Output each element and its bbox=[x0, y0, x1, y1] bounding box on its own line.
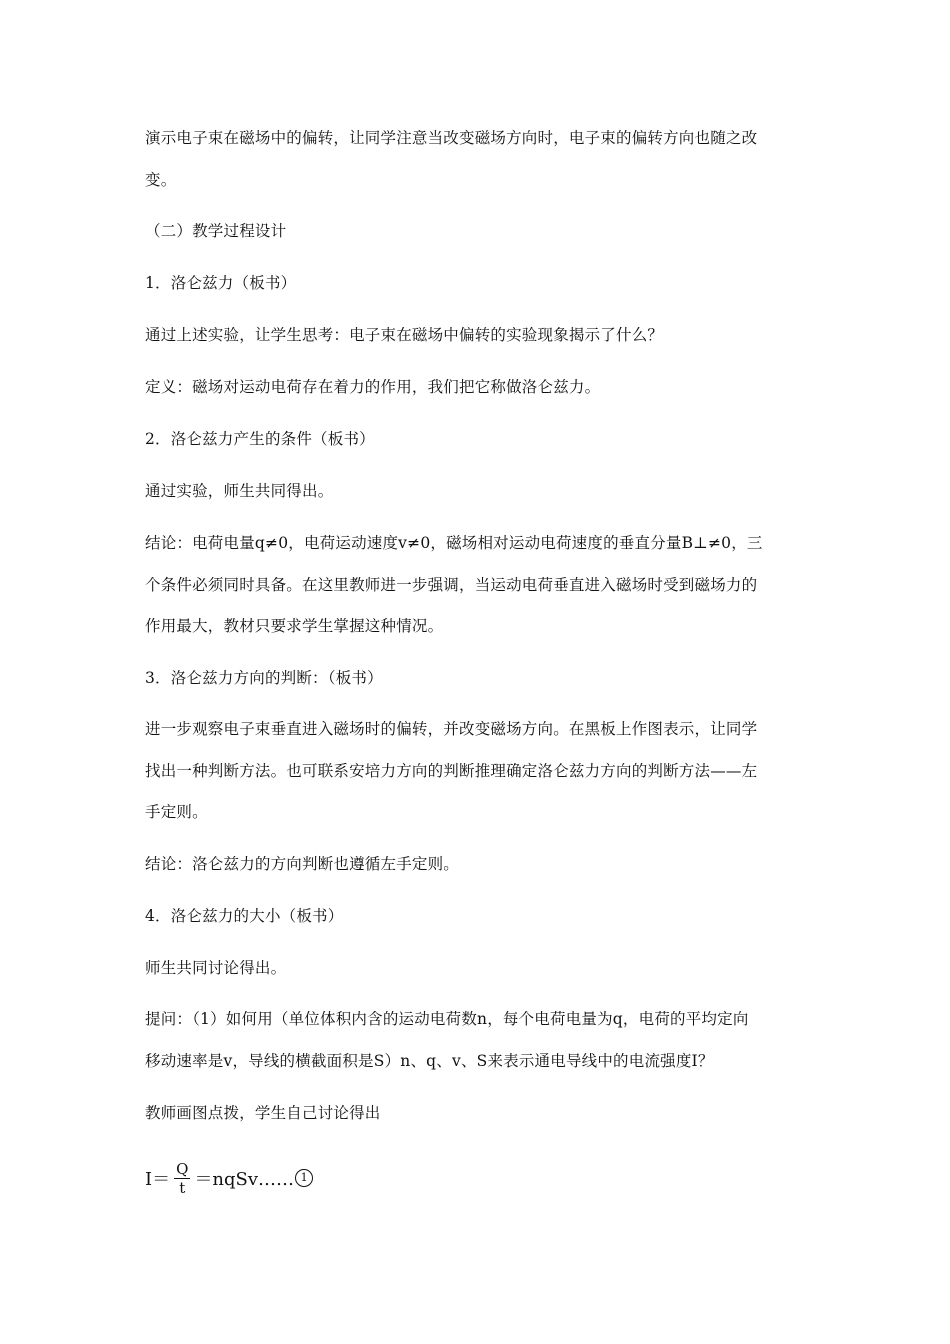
formula-rhs: ＝nqSv…… bbox=[194, 1169, 295, 1190]
paragraph-line: 进一步观察电子束垂直进入磁场时的偏转，并改变磁场方向。在黑板上作图表示，让同学 bbox=[145, 720, 758, 738]
section-heading: （二）教学过程设计 bbox=[145, 222, 287, 240]
paragraph-line: 变。 bbox=[145, 171, 177, 189]
subsection-heading: 3．洛仑兹力方向的判断：（板书） bbox=[145, 669, 383, 687]
paragraph-line: 结论：电荷电量q≠0，电荷运动速度v≠0，磁场相对运动电荷速度的垂直分量B⊥≠0，三 bbox=[145, 534, 763, 552]
paragraph-line: 通过实验，师生共同得出。 bbox=[145, 482, 334, 500]
subsection-heading: 1．洛仑兹力（板书） bbox=[145, 274, 297, 292]
paragraph-line: 找出一种判断方法。也可联系安培力方向的判断推理确定洛仑兹力方向的判断方法——左 bbox=[145, 762, 758, 780]
subsection-heading: 2．洛仑兹力产生的条件（板书） bbox=[145, 430, 375, 448]
fraction-denominator: t bbox=[179, 1178, 186, 1197]
paragraph-line: 移动速率是v，导线的横截面积是S）n、q、v、S来表示通电导线中的电流强度I？ bbox=[145, 1052, 714, 1070]
paragraph-line: 结论：洛仑兹力的方向判断也遵循左手定则。 bbox=[145, 855, 460, 873]
paragraph-line: 师生共同讨论得出。 bbox=[145, 959, 287, 977]
paragraph-line: 提问：（1）如何用（单位体积内含的运动电荷数n，每个电荷电量为q，电荷的平均定向 bbox=[145, 1010, 749, 1028]
formula-lhs: I＝ bbox=[145, 1169, 171, 1190]
paragraph-line: 作用最大，教材只要求学生掌握这种情况。 bbox=[145, 617, 444, 635]
formula-fraction bbox=[174, 1160, 190, 1197]
subsection-heading: 4．洛仑兹力的大小（板书） bbox=[145, 907, 344, 925]
paragraph-line: 定义：磁场对运动电荷存在着力的作用，我们把它称做洛仑兹力。 bbox=[145, 378, 601, 396]
paragraph-line: 通过上述实验，让学生思考：电子束在磁场中偏转的实验现象揭示了什么？ bbox=[145, 326, 664, 344]
equation-number-marker: 1 bbox=[295, 1169, 313, 1187]
paragraph-line: 个条件必须同时具备。在这里教师进一步强调，当运动电荷垂直进入磁场时受到磁场力的 bbox=[145, 576, 758, 594]
paragraph-line: 手定则。 bbox=[145, 803, 208, 821]
paragraph-line: 演示电子束在磁场中的偏转，让同学注意当改变磁场方向时，电子束的偏转方向也随之改 bbox=[145, 129, 758, 147]
current-formula bbox=[145, 1148, 313, 1208]
fraction-numerator: Q bbox=[176, 1159, 189, 1178]
paragraph-line: 教师画图点拨，学生自己讨论得出 bbox=[145, 1104, 381, 1122]
